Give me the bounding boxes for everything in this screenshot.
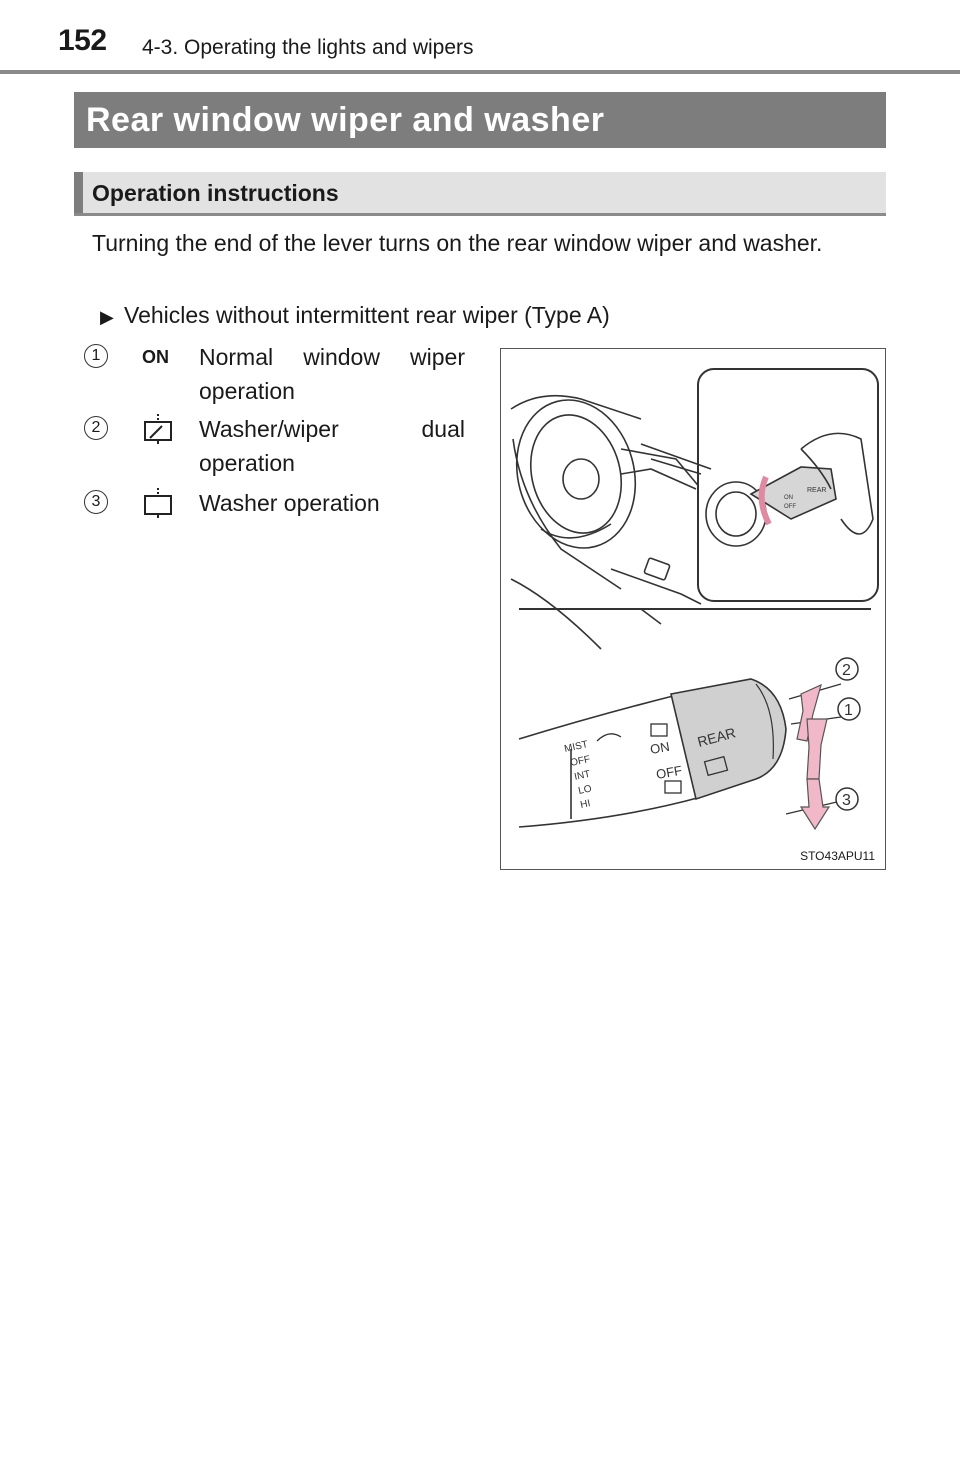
figure-code: STO43APU11 (800, 849, 875, 863)
item-number: 2 (84, 416, 108, 440)
mode-label: HI (579, 798, 592, 811)
lever-off-label: OFF (654, 762, 684, 782)
item-text: Washer/wiper dual operation (199, 416, 465, 476)
item-number: 3 (84, 490, 108, 514)
triangle-bullet-icon: ▶ (100, 307, 114, 327)
mode-label: OFF (569, 754, 592, 769)
header-divider (0, 70, 960, 74)
bullet-item (100, 298, 610, 334)
lever-on-label: ON (648, 738, 671, 757)
on-text-symbol: ON (142, 347, 169, 367)
item-text: Normal window wiper operation (199, 344, 465, 404)
washer-icon (142, 488, 174, 518)
lever-rear-label: REAR (695, 724, 738, 750)
item-number: 1 (84, 344, 108, 368)
callout-number: 1 (844, 702, 853, 719)
subsection-header (74, 172, 886, 216)
page-number: 152 (58, 24, 107, 57)
intro-paragraph: Turning the end of the lever turns on the rear window wiper and washer. (92, 230, 823, 256)
inset-label: ON (784, 495, 793, 501)
mode-label: INT (573, 768, 592, 783)
callout-number: 3 (842, 792, 851, 809)
section-title: Rear window wiper and washer (74, 92, 886, 148)
subsection-title: Operation instructions (92, 180, 339, 206)
lever-illustration-drawing (501, 349, 887, 871)
mode-label: LO (577, 783, 593, 797)
inset-label: REAR (807, 487, 827, 494)
subsection-accent-bar (74, 172, 83, 213)
mode-label: MIST (563, 739, 589, 755)
lever-illustration (500, 348, 886, 870)
item-text: Washer operation (199, 490, 380, 516)
callout-number: 2 (842, 662, 851, 679)
inset-label: OFF (784, 504, 796, 510)
bullet-text: Vehicles without intermittent rear wiper (Type A) (124, 302, 610, 328)
washer-wiper-icon (142, 414, 174, 444)
chapter-title: 4-3. Operating the lights and wipers (142, 36, 474, 59)
